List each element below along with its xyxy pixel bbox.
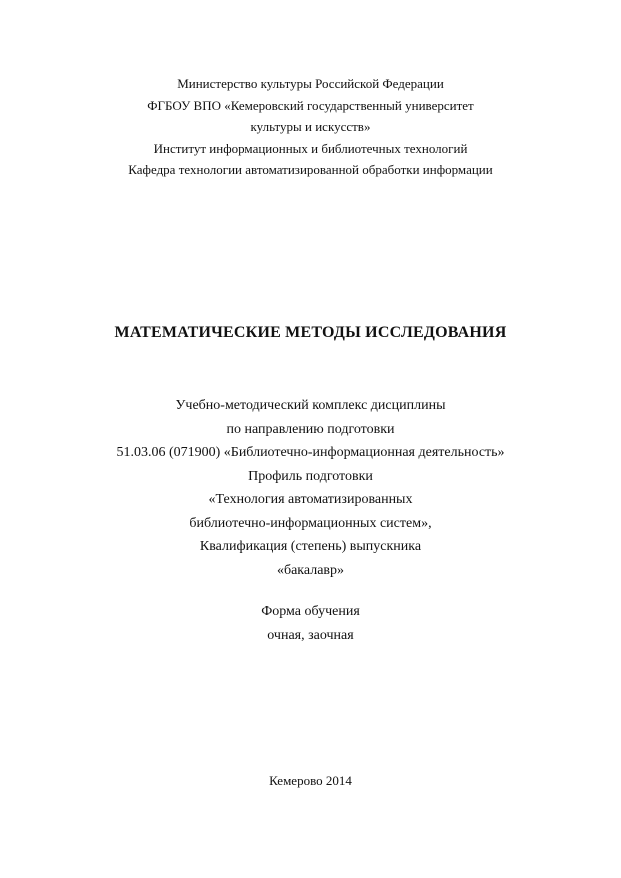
study-form-section	[0, 600, 621, 647]
department-line: Кафедра технологии автоматизированной обработки информации	[128, 162, 493, 177]
study-form-value: очная, заочная	[267, 627, 354, 643]
course-description	[0, 394, 621, 582]
university-line: ФГБОУ ВПО «Кемеровский государственный университет	[147, 97, 474, 113]
study-form-label: Форма обучения	[261, 604, 360, 619]
description-line: по направлению подготовки	[226, 421, 395, 437]
document-title: МАТЕМАТИЧЕСКИЕ МЕТОДЫ ИССЛЕДОВАНИЯ	[114, 324, 507, 341]
institute-line: Институт информационных и библиотечных технологий	[153, 140, 468, 156]
description-line: Квалификация (степень) выпускника	[199, 539, 422, 554]
description-line: «Технология автоматизированных	[208, 492, 413, 507]
description-line: библиотечно-информационных систем»,	[189, 515, 432, 531]
description-line: 51.03.06 (071900) «Библиотечно-информационная деятельность»	[116, 445, 505, 460]
city-year-footer: Кемерово 2014	[269, 773, 352, 788]
institution-header	[0, 73, 621, 181]
description-line: Профиль подготовки	[248, 468, 373, 484]
description-line: Учебно-методический комплекс дисциплины	[175, 398, 446, 413]
ministry-line: Министерство культуры Российской Федерации	[177, 76, 444, 91]
description-line: «бакалавр»	[276, 562, 345, 578]
university-line-continued: культуры и искусств»	[250, 119, 371, 134]
